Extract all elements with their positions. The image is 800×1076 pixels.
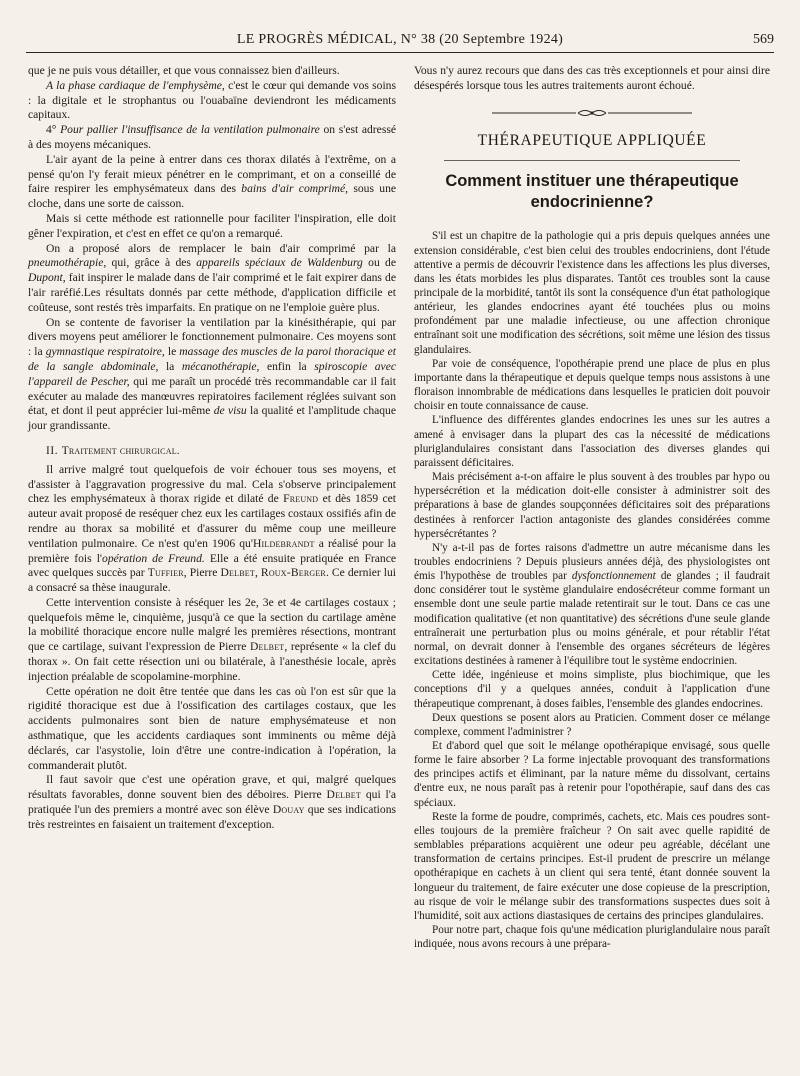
paragraph: Il arrive malgré tout quelquefois de voir échouer tous ses moyens, et d'assister à l'aggravation progressive du mal. Cela s'observe principalement chez les emphysémateux à thorax rigide et dilaté de Freund et dès 1859 cet auteur avait proposé de reséquer chez eux les cartilages costaux ossifiés afin de rendre au thorax sa mobilité et d'assurer du même coup une meilleure ventilation pulmonaire. Ce n'est qu'en 1906 qu'Hildebrandt a réalisé pour la première fois l'opération de Freund. Elle a été ensuite pratiquée en France avec quelques succès par Tuffier, Pierre Delbet, Roux-Berger. Ce dernier lui a consacré sa thèse inaugurale. <box>28 462 397 595</box>
paragraph: N'y a-t-il pas de fortes raisons d'admettre un autre mécanisme dans les troubles endocriniens ? Depuis plusieurs années déjà, des physiologistes ont émis l'hypothèse de troubles par dysfonctionnement de glandes ; il faudrait donc considérer tout le système glandulaire endosécréteur comme formant un ensemble dont une seule partie malade retentirait sur le tout. Dans ce cas une modification qualitative (et non quantitative) des sécrétions d'une seule glande entraînerait une perturbation plus ou moins générale, et pour rétablir l'état normal, on devrait donner à l'ensemble des organes sécréteurs de légères excitations destinées à ramener à l'équilibre tout le système endocrinien. <box>414 541 770 668</box>
right-column <box>414 64 770 951</box>
section-rubric: THÉRAPEUTIQUE APPLIQUÉE <box>477 131 707 149</box>
paragraph: Par voie de conséquence, l'opothérapie prend une place de plus en plus importante dans la thérapeutique et depuis quelque temps nous assistons à une floraison innombrable de médications dans lesquelles le praticien doit pouvoir choisir en toute connaissance de cause. <box>414 357 770 413</box>
paragraph: L'influence des différentes glandes endocrines les unes sur les autres a amené à envisager dans la plupart des cas la nécessité de médications pluriglandulaires consistant dans l'association des diverses glandes qui paraissent déficitaires. <box>414 414 770 469</box>
paragraph: L'air ayant de la peine à entrer dans ces thorax dilatés à l'extrême, on a pensé qu'on l'y ferait mieux pénétrer en le comprimant, et on a conseillé de faire respirer les emphysémateux dans des bains d'air comprimé, sous une cloche, dans une sorte de caisson. <box>28 152 397 211</box>
paragraph: que je ne puis vous détailler, et que vous connaissez bien d'ailleurs. <box>28 64 340 77</box>
flourish-icon <box>492 108 692 118</box>
paragraph: Deux questions se posent alors au Praticien. Comment doser ce mélange complexe, comment l'administrer ? <box>414 711 770 738</box>
running-header <box>26 30 774 53</box>
section-heading: II. Traitement chirurgical. <box>46 444 180 457</box>
page-number: 569 <box>753 32 774 47</box>
left-column <box>28 64 396 833</box>
paragraph: Reste la forme de poudre, comprimés, cachets, etc. Mais ces poudres sont-elles toujours de la première fraîcheur ? On sait avec quelle rapidité de semblables préparations acquièrent une odeur peu agréable, décélant une transformation de certains principes. Est-il prudent de prescrire un mélange opothérapique en cachets à un client qui sera tenté, étant donnée souvent la longueur du traitement, de faire exécuter une dose copieuse de la prescription, au risque de voir le mélange subir des transformations suspectes dues soit à l'humidité, soit aux actions diastasiques de certains des principes glandulaires. <box>414 810 770 922</box>
paragraph: On se contente de favoriser la ventilation par la kinésithérapie, qui par divers moyens peut améliorer le fonctionnement pulmonaire. Ces moyens sont : la gymnastique respiratoire, le massage des muscles de la paroi thoracique et de la sangle abdominale, la mécanothérapie, enfin la spiroscopie avec l'appareil de Pescher, qui me paraît un procédé très recommandable car il fait exécuter au malade des manœuvres repiratoires facilement réglées suivant son état, et dont il peut apprécier lui-même de visu la qualité et l'amplitude chaque jour grandissante. <box>28 315 396 433</box>
article-title: Comment instituer une thérapeutique endocrinienne? <box>445 172 739 212</box>
journal-title: LE PROGRÈS MÉDICAL, N° 38 (20 Septembre 1924) <box>236 32 564 47</box>
paragraph: A la phase cardiaque de l'emphysème, c'est le cœur qui demande vos soins : la digitale et le strophantus ou l'ouabaïne deviendront les médicaments capitaux. <box>28 78 396 122</box>
paragraph: Mais si cette méthode est rationnelle pour faciliter l'inspiration, elle doit gêner l'expiration, et c'est en effet ce qu'on a remarqué. <box>28 211 396 240</box>
paragraph: S'il est un chapitre de la pathologie qui a pris depuis quelques années une extension considérable, c'est bien celui des troubles endocriniens, dont l'étude attentive a permis de découvrir l'existence dans les affections les plus diverses, dans les états morbides les plus disparates. Tantôt ces troubles sont la cause principale de la morbidité, tantôt ils sont la conséquence d'un état pathologique antérieur, les glandes endocrines ayant été touchées plus ou moins profondément par une maladie infectieuse, ou une affection chronique entraînant soit une modification des sécrétions, soit même une lésion des tissus glandulaires. <box>414 230 770 356</box>
paragraph: Il faut savoir que c'est une opération grave, et qui, malgré quelques résultats favorables, donne souvent bien des déboires. Pierre Delbet qui l'a pratiquée l'un des premiers a montré avec son élève Douay que ses indications très restreintes en faisaient un traitement d'exception. <box>28 773 397 831</box>
divider <box>444 160 740 161</box>
ornament-divider <box>414 102 770 124</box>
paragraph: Cette opération ne doit être tentée que dans les cas où l'on est sûr que la rigidité thoracique est due à l'ossification des cartilages costaux, que les accidents pulmonaires sont bien de nature emphysémateuse et non asthmatique, que les accidents cardiaques sont imminents ou même déjà déclarés, car l'asystolie, loin d'être une contre-indication à l'opération, la commanderait plutôt. <box>28 684 396 772</box>
paragraph: Cette idée, ingénieuse et moins simpliste, plus biochimique, que les conceptions d'il y a quelques années, conduit à l'application d'une thérapeutique comprenant, à doses faibles, l'ensemble des glandes endocrines. <box>414 669 770 710</box>
paragraph: Mais précisément a-t-on affaire le plus souvent à des troubles par hypo ou hypersécrétion et la médication doit-elle consister à administrer soit des préparations à base de glandes soupçonnées déficitaires soit des préparations destinées à renforcer l'action antagoniste des glandes considérées comme hypersécrétantes ? <box>414 471 770 540</box>
paragraph: Vous n'y aurez recours que dans des cas très exceptionnels et pour ainsi dire désespérés lorsque tous les autres traitements auront échoué. <box>414 64 770 92</box>
paragraph: Cette intervention consiste à réséquer les 2e, 3e et 4e cartilages costaux ; quelquefois même le, cinquième, jusqu'à ce que la section du cartilage amène la mobilité thoracique encore nulle malgré les premières résections, montrant que ce cartilage, suivant l'expression de Pierre Delbet, représente « la clef du thorax ». On fait cette résection uni ou bilatérale, à l'anesthésie locale, après injection préalable de scopolamine-morphine. <box>28 595 396 683</box>
paragraph: 4° Pour pallier l'insuffisance de la ventilation pulmonaire on s'est adressé à des moyens mécaniques. <box>28 123 396 151</box>
paragraph: Pour notre part, chaque fois qu'une médication pluriglandulaire nous paraît indiquée, nous avons recours à une prépara- <box>414 924 770 951</box>
paragraph: Et d'abord quel que soit le mélange opothérapique envisagé, sous quelle forme le faire absorber ? La forme injectable provoquant des transformations des principes actifs et éliminant, par la nature même du dissolvant, certains d'entre eux, ne nous paraît pas à retenir pour l'opothérapie, sauf dans des cas spéciaux. <box>414 740 770 809</box>
paragraph: On a proposé alors de remplacer le bain d'air comprimé par la pneumothérapie, qui, grâce à des appareils spéciaux de Waldenburg ou de Dupont, fait inspirer le malade dans de l'air comprimé et le fait expirer dans de l'air raréfié.Les résultats donnés par cette méthode, d'application difficile et coûteuse, sont restés très imparfaits. En pratique on ne l'emploie guère plus. <box>28 241 396 314</box>
